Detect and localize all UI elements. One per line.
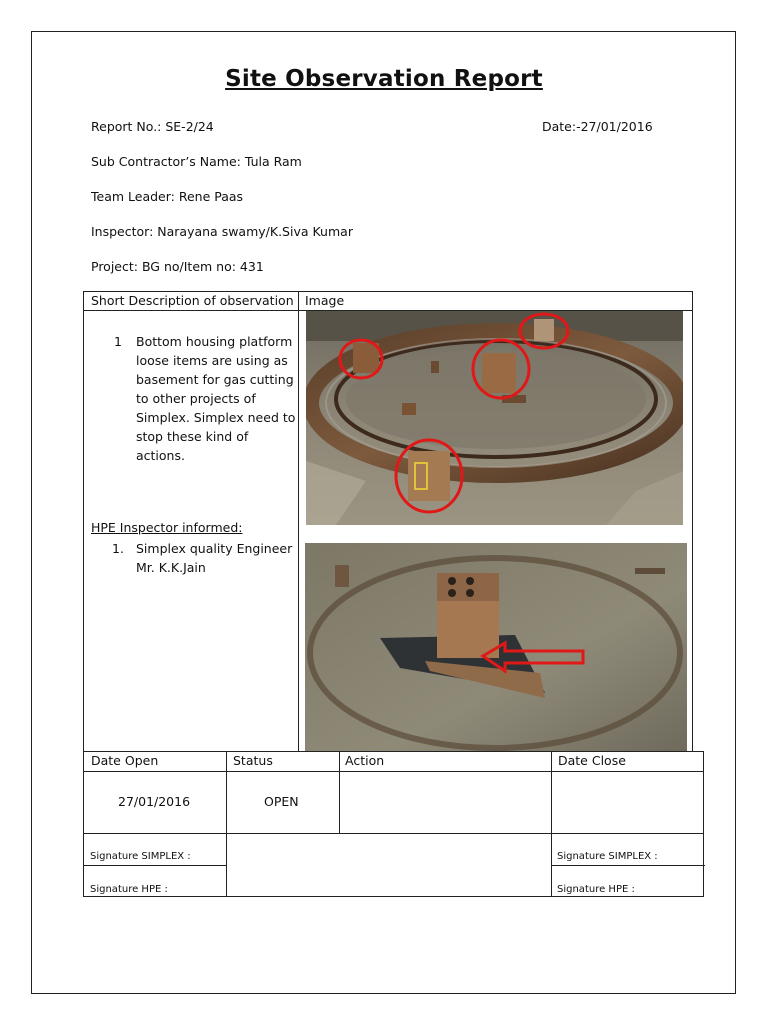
- status-table: [83, 751, 704, 897]
- row-divider: [552, 865, 705, 866]
- report-title: Site Observation Report: [225, 66, 543, 92]
- column-divider: [226, 752, 227, 896]
- signature-hpe-label-right: Signature HPE :: [557, 884, 635, 895]
- observation-table: [83, 291, 693, 752]
- header-date-open: Date Open: [91, 753, 159, 768]
- observation-item-text: Bottom housing platform loose items are using as basement for gas cutting to other projects of Simplex. Simplex need to stop these kind of actions.: [136, 334, 296, 463]
- site-photo-ring: [306, 311, 683, 525]
- header-status: Status: [233, 753, 273, 768]
- header-image: Image: [305, 293, 345, 308]
- signature-simplex-label: Signature SIMPLEX :: [90, 851, 191, 862]
- inspector: Inspector: Narayana swamy/K.Siva Kumar: [91, 224, 353, 239]
- informed-heading: HPE Inspector informed:: [91, 520, 243, 535]
- column-divider: [339, 752, 340, 834]
- header-action: Action: [345, 753, 385, 768]
- sub-contractor-name: Sub Contractor’s Name: Tula Ram: [91, 154, 302, 169]
- date-open-value: 27/01/2016: [118, 794, 191, 809]
- row-divider: [84, 865, 227, 866]
- observation-item-number: 1: [114, 334, 122, 349]
- informed-item-number: 1.: [112, 541, 124, 556]
- row-divider: [84, 771, 703, 772]
- report-number: Report No.: SE-2/24: [91, 119, 214, 134]
- project: Project: BG no/Item no: 431: [91, 259, 264, 274]
- column-divider: [551, 752, 552, 896]
- report-date: Date:-27/01/2016: [542, 119, 653, 134]
- column-divider: [298, 292, 299, 751]
- signature-simplex-label-right: Signature SIMPLEX :: [557, 851, 658, 862]
- status-value: OPEN: [264, 794, 299, 809]
- header-short-description: Short Description of observation: [91, 293, 294, 308]
- header-date-close: Date Close: [558, 753, 626, 768]
- row-divider: [84, 833, 703, 834]
- signature-hpe-label: Signature HPE :: [90, 884, 168, 895]
- site-photo-block: [305, 543, 687, 752]
- team-leader: Team Leader: Rene Paas: [91, 189, 244, 204]
- informed-item-text: Simplex quality Engineer Mr. K.K.Jain: [136, 541, 293, 575]
